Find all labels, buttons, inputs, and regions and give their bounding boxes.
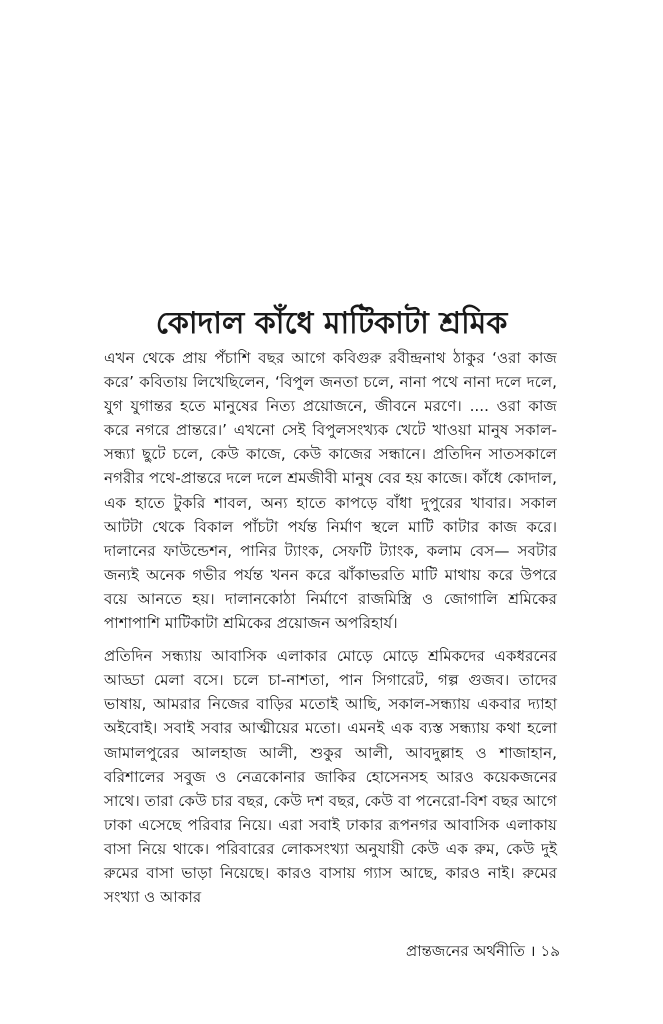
footer-book-title: প্রান্তজনের অর্থনীতি <box>406 942 525 960</box>
chapter-title: কোদাল কাঁধে মাটিকাটা শ্রমিক <box>155 306 508 342</box>
paragraph-1: এখন থেকে প্রায় পঁচাশি বছর আগে কবিগুরু রবীন্দ্রনাথ ঠাকুর ‘ওরা কাজ করে’ কবিতায় লিখেছিলেন, ‘বিপুল জনতা চলে, নানা পথে নানা দলে দলে, যুগ যুগান্তর হতে মানুষের নিত্য প্রয়োজনে, জীবনে মরণে। .... ওরা কাজ করে নগরে প্রান্তরে।’ এখনো সেই বিপুলসংখ্যক খেটে খাওয়া মানুষ সকাল-সন্ধ্যা ছুটে চলে, কেউ কাজে, কেউ কাজের সন্ধানে। প্রতিদিন সাতসকালে নগরীর পথে-প্রান্তরে দলে দলে শ্রমজীবী মানুষ বের হয় কাজে। কাঁধে কোদাল, এক হাতে টুকরি শাবল, অন্য হাতে কাপড়ে বাঁধা দুপুরের খাবার। সকাল আটটা থেকে বিকাল পাঁচটা পর্যন্ত নির্মাণ স্থলে মাটি কাটার কাজ করে। দালানের ফাউন্ডেশন, পানির ট্যাংক, সেফটি ট্যাংক, কলাম বেস— সবটার জন্যই অনেক গভীর পর্যন্ত খনন করে ঝাঁকাভরতি মাটি মাথায় করে উপরে বয়ে আনতে হয়। দালানকোঠা নির্মাণে রাজমিস্ত্রি ও জোগালি শ্রমিকের পাশাপাশি মাটিকাটা শ্রমিকের প্রয়োজন অপরিহার্য। <box>104 349 557 633</box>
footer-separator: । <box>529 942 536 960</box>
page-number: ১৯ <box>540 942 560 960</box>
body-text <box>104 346 557 909</box>
paragraph-2: প্রতিদিন সন্ধ্যায় আবাসিক এলাকার মোড়ে মোড়ে শ্রমিকদের একধরনের আড্ডা মেলা বসে। চলে চা-নাশতা, পান সিগারেট, গল্প গুজব। তাদের ভাষায়, আমরার নিজের বাড়ির মতোই আছি, সকাল-সন্ধ্যায় একবার দ্যাহা অইবোই। সবাই সবার আত্মীয়ের মতো। এমনই এক ব্যস্ত সন্ধ্যায় কথা হলো জামালপুরের আলহাজ আলী, শুকুর আলী, আবদুল্লাহ ও শাজাহান, বরিশালের সবুজ ও নেত্রকোনার জাকির হোসেনসহ আরও কয়েকজনের সাথে। তারা কেউ চার বছর, কেউ দশ বছর, কেউ বা পনেরো-বিশ বছর আগে ঢাকা এসেছে পরিবার নিয়ে। এরা সবাই ঢাকার রূপনগর আবাসিক এলাকায় বাসা নিয়ে থাকে। পরিবারের লোকসংখ্যা অনুযায়ী কেউ এক রুম, কেউ দুই রুমের বাসা ভাড়া নিয়েছে। কারও বাসায় গ্যাস আছে, কারও নাই। রুমের সংখ্যা ও আকার <box>104 647 557 907</box>
running-footer <box>406 940 560 962</box>
